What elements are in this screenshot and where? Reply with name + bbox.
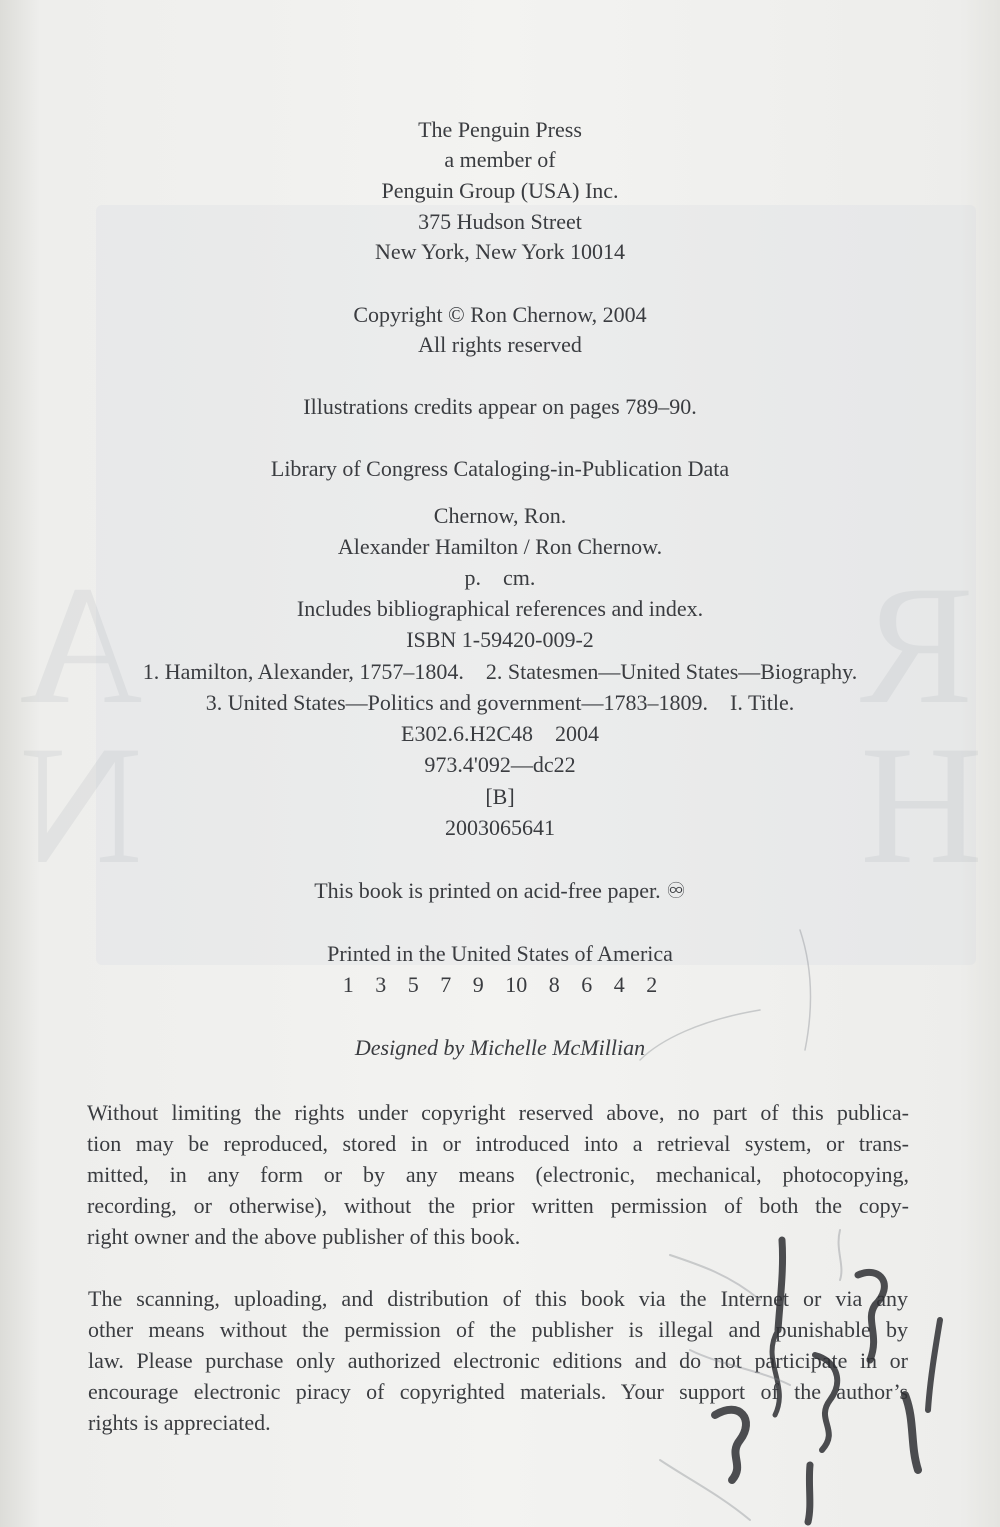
print-run-digit: 3 [375,972,387,997]
paragraph-line: law. Please purchase only authorized electronic editions and do not participate in or [88,1348,908,1373]
legal-paragraph-2 [88,1283,908,1438]
cip-lccn: 2003065641 [445,815,555,840]
print-run-digit: 9 [472,972,484,997]
cip-author: Chernow, Ron. [433,503,567,528]
print-run-digit: 1 [342,972,354,997]
print-run-digit: 6 [581,972,593,997]
paragraph-line: recording, or otherwise), without the prior written permission of both the copy- [87,1193,909,1218]
cip-bracket: [B] [485,784,515,809]
legal-paragraph-1 [87,1097,909,1252]
paragraph-line: rights is appreciated. [88,1410,271,1435]
rights-reserved: All rights reserved [418,332,582,357]
print-run-line [0,970,1000,1000]
publisher-city: New York, New York 10014 [375,239,625,264]
print-run-digit: 10 [505,972,528,997]
publisher-name: The Penguin Press [418,117,582,142]
paragraph-line: other means without the permission of the publisher is illegal and punishable by [88,1317,908,1342]
cip-includes: Includes bibliographical references and index. [296,596,704,621]
print-run-digit: 4 [613,972,625,997]
cip-dewey: 973.4'092—dc22 [424,752,576,777]
publisher-group: Penguin Group (USA) Inc. [381,178,619,203]
illustrations-credits: Illustrations credits appear on pages 789–90. [303,394,697,419]
print-run-digit: 5 [407,972,419,997]
cip-lc-class: E302.6.H2C48 2004 [401,721,599,746]
copyright-notice: Copyright © Ron Chernow, 2004 [353,302,647,327]
show-through-letter: H [860,711,983,899]
publisher-member-line: a member of [444,147,556,172]
cip-heading: Library of Congress Cataloging-in-Publication Data [270,456,730,481]
paragraph-line: Without limiting the rights under copyright reserved above, no part of this publica- [87,1100,909,1125]
print-run-digit: 2 [646,972,658,997]
cip-subjects-line-2: 3. United States—Politics and government—1783–1809. I. Title. [205,690,795,715]
paragraph-line: tion may be reproduced, stored in or introduced into a retrieval system, or trans- [87,1131,909,1156]
paragraph-line: encourage electronic piracy of copyrighted materials. Your support of the author’s [88,1379,908,1404]
print-run-digit: 7 [440,972,452,997]
paragraph-line: right owner and the above publisher of this book. [87,1224,521,1249]
show-through-letter: N [20,711,143,899]
cip-title: Alexander Hamilton / Ron Chernow. [337,534,663,559]
cip-subjects-line-1: 1. Hamilton, Alexander, 1757–1804. 2. Statesmen—United States—Biography. [142,659,858,684]
print-run-digit: 8 [548,972,560,997]
cip-isbn: ISBN 1-59420-009-2 [406,627,594,652]
designer-credit: Designed by Michelle McMillian [354,1035,646,1060]
acid-free-notice: This book is printed on acid-free paper. ♾ [314,878,686,903]
paragraph-line: The scanning, uploading, and distribution of this book via the Internet or via any [88,1286,908,1311]
paragraph-line: mitted, in any form or by any means (electronic, mechanical, photocopying, [87,1162,909,1187]
publisher-street: 375 Hudson Street [418,209,582,234]
show-through-letter: A [20,551,143,739]
cip-pcm: p. cm. [464,565,536,590]
printed-in: Printed in the United States of America [327,941,673,966]
show-through-letter: R [860,551,974,739]
